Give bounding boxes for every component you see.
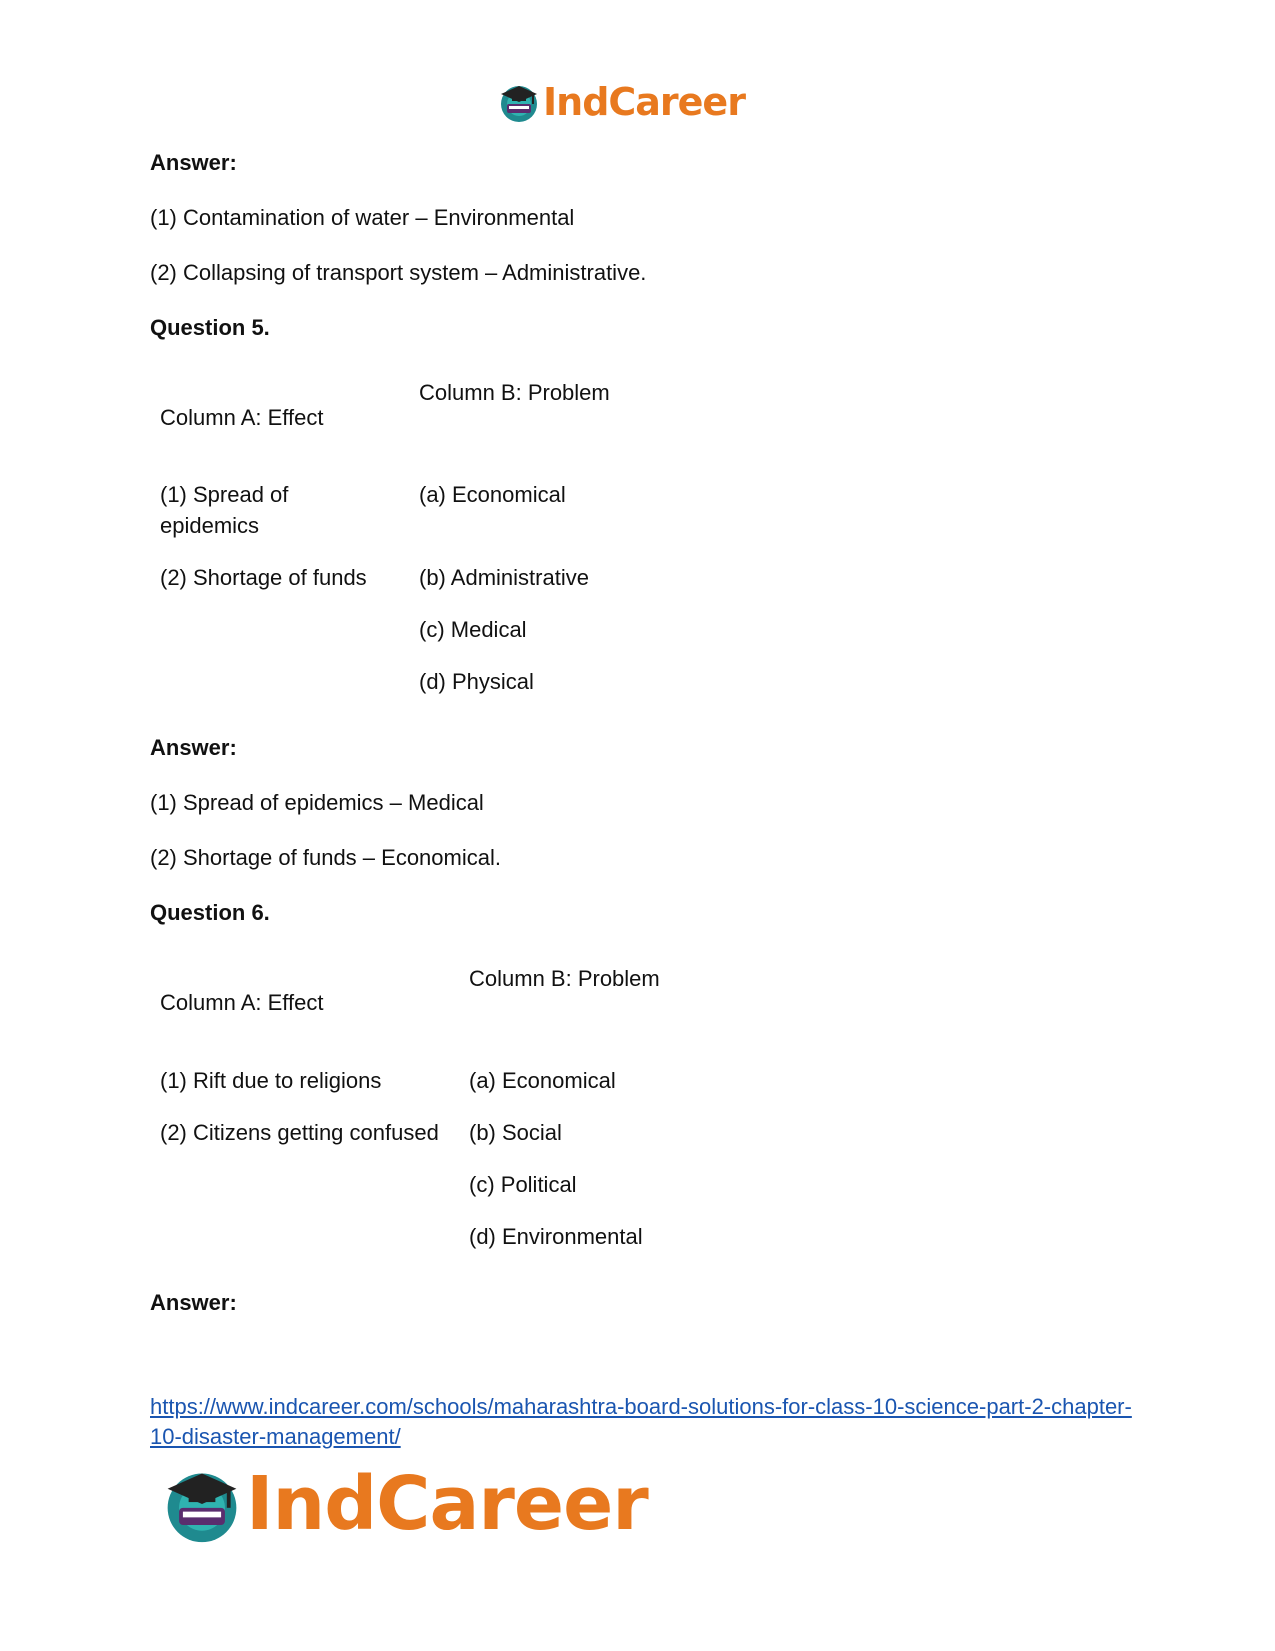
footer-logo	[160, 1462, 648, 1546]
footer-logo-text: IndCareer	[246, 1461, 648, 1547]
source-url-link[interactable]: https://www.indcareer.com/schools/maharashtra-board-solutions-for-class-10-science-part-2-chapter-10-disaster-management/	[150, 1394, 1132, 1449]
answer-label: Answer:	[150, 735, 237, 760]
column-a-header: Column A: Effect	[160, 990, 324, 1015]
column-b-item: (d) Environmental	[469, 1224, 643, 1249]
column-a-item: (1) Spread of	[160, 482, 289, 507]
column-b-item: (c) Political	[469, 1172, 577, 1197]
column-b-item: (a) Economical	[419, 482, 566, 507]
graduation-cap-book-logo-icon	[160, 1462, 244, 1546]
column-a-header: Column A: Effect	[160, 405, 324, 430]
graduation-cap-book-logo-icon	[497, 80, 541, 124]
answer-label: Answer:	[150, 150, 237, 175]
column-b-header: Column B: Problem	[469, 966, 660, 991]
column-b-item: (b) Social	[469, 1120, 562, 1145]
column-a-item: (2) Shortage of funds	[160, 565, 367, 590]
column-b-header: Column B: Problem	[419, 380, 610, 405]
answer-line: (1) Contamination of water – Environmental	[150, 205, 575, 230]
column-b-item: (c) Medical	[419, 617, 527, 642]
column-b-item: (a) Economical	[469, 1068, 616, 1093]
column-a-item: (2) Citizens getting confused	[160, 1120, 439, 1145]
column-a-item: (1) Rift due to religions	[160, 1068, 382, 1093]
answer-line: (2) Shortage of funds – Economical.	[150, 845, 501, 870]
answer-line: (2) Collapsing of transport system – Administrative.	[150, 260, 647, 285]
column-b-item: (d) Physical	[419, 669, 534, 694]
question-title: Question 5.	[150, 315, 270, 340]
column-a-item: epidemics	[160, 513, 260, 538]
answer-line: (1) Spread of epidemics – Medical	[150, 790, 484, 815]
question-title: Question 6.	[150, 900, 270, 925]
header-logo	[497, 80, 745, 124]
answer-label: Answer:	[150, 1290, 237, 1315]
column-b-item: (b) Administrative	[419, 565, 589, 590]
header-logo-text: IndCareer	[543, 80, 745, 124]
